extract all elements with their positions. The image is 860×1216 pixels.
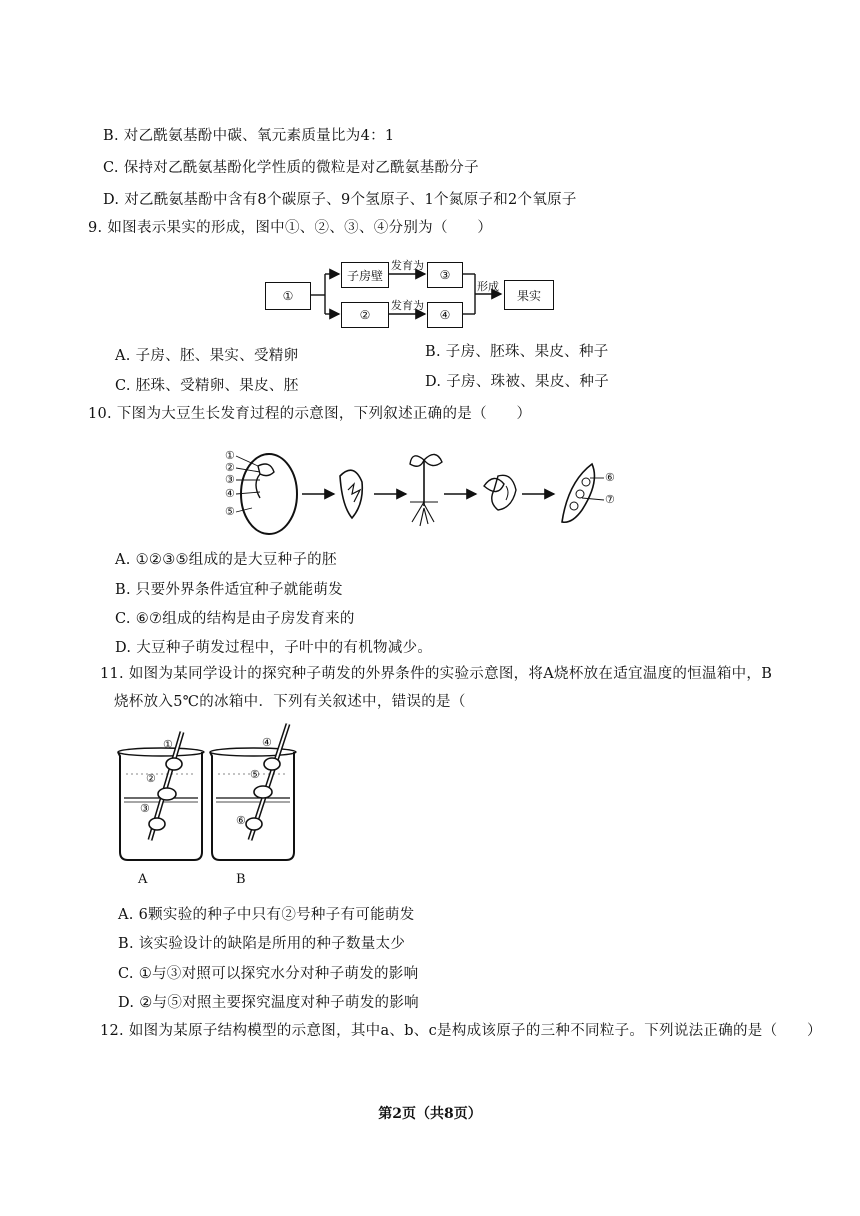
seed-label-5: ⑤: [225, 505, 235, 518]
beaker-b-label-5: ⑤: [250, 768, 260, 781]
seed-label-2: ②: [225, 461, 235, 474]
q11-option-a: A. 6颗实验的种子中只有②号种子有可能萌发: [118, 907, 415, 923]
prev-option-d: D. 对乙酰氨基酚中含有8个碳原子、9个氢原子、1个氮原子和2个氧原子: [103, 192, 577, 208]
pod-label-6: ⑥: [605, 471, 615, 484]
q9-option-a: A. 子房、胚、果实、受精卵: [115, 348, 299, 364]
q10-option-d: D. 大豆种子萌发过程中，子叶中的有机物减少。: [115, 640, 433, 656]
q9-option-d: D. 子房、珠被、果皮、种子: [425, 374, 610, 390]
q11-option-b: B. 该实验设计的缺陷是所用的种子数量太少: [118, 936, 406, 952]
page-footer: 第2页（共8页）: [378, 1106, 482, 1122]
q9-stem: 9. 如图表示果实的形成，图中①、②、③、④分别为（ ）: [88, 220, 493, 236]
beaker-b-label-6: ⑥: [236, 814, 246, 827]
beakers-drawing: [110, 712, 320, 872]
beaker-a-label-3: ③: [140, 802, 150, 815]
label-develop-1: 发育为: [391, 259, 424, 272]
q10-stem: 10. 下图为大豆生长发育过程的示意图，下列叙述正确的是（ ）: [88, 406, 532, 422]
q12-stem: 12. 如图为某原子结构模型的示意图，其中a、b、c是构成该原子的三种不同粒子。下列说法正确的是（ ）: [100, 1023, 822, 1039]
q11-option-d: D. ②与⑤对照主要探究温度对种子萌发的影响: [118, 995, 419, 1011]
q10-option-a: A. ①②③⑤组成的是大豆种子的胚: [115, 552, 337, 568]
q10-option-b: B. 只要外界条件适宜种子就能萌发: [115, 582, 343, 598]
box-ovary-wall: 子房壁: [341, 262, 389, 288]
box-fruit: 果实: [504, 280, 554, 310]
beaker-b-label-4: ④: [262, 736, 272, 749]
beaker-b-caption: B: [236, 872, 246, 887]
prev-option-c: C. 保持对乙酰氨基酚化学性质的微粒是对乙酰氨基酚分子: [103, 160, 479, 176]
seed-label-3: ③: [225, 473, 235, 486]
box-2: ②: [341, 302, 389, 328]
q9-option-c: C. 胚珠、受精卵、果皮、胚: [115, 378, 299, 394]
q9-option-b: B. 子房、胚珠、果皮、种子: [425, 344, 609, 360]
q11-stem-line2: 烧杯放入5℃的冰箱中．下列有关叙述中，错误的是（: [114, 694, 466, 710]
q11-option-c: C. ①与③对照可以探究水分对种子萌发的影响: [118, 966, 419, 982]
pod-label-7: ⑦: [605, 493, 615, 506]
q10-option-c: C. ⑥⑦组成的结构是由子房发育来的: [115, 611, 355, 627]
label-form: 形成: [477, 280, 499, 293]
beaker-a-label-2: ②: [146, 772, 156, 785]
box-4: ④: [427, 302, 463, 328]
q11-stem-line1: 11. 如图为某同学设计的探究种子萌发的外界条件的实验示意图，将A烧杯放在适宜温度的恒温箱中，B: [100, 666, 773, 682]
beaker-a-label-1: ①: [163, 738, 173, 751]
fruit-formation-diagram: [255, 258, 575, 330]
beaker-experiment-diagram: [110, 712, 320, 892]
beaker-a-caption: A: [138, 872, 148, 887]
label-develop-2: 发育为: [391, 299, 424, 312]
box-3: ③: [427, 262, 463, 288]
prev-option-b: B. 对乙酰氨基酚中碳、氧元素质量比为4：1: [103, 128, 395, 144]
soybean-drawing: [222, 446, 632, 546]
soybean-growth-diagram: [222, 446, 632, 546]
seed-label-1: ①: [225, 449, 235, 462]
seed-label-4: ④: [225, 487, 235, 500]
box-1: ①: [265, 282, 311, 310]
